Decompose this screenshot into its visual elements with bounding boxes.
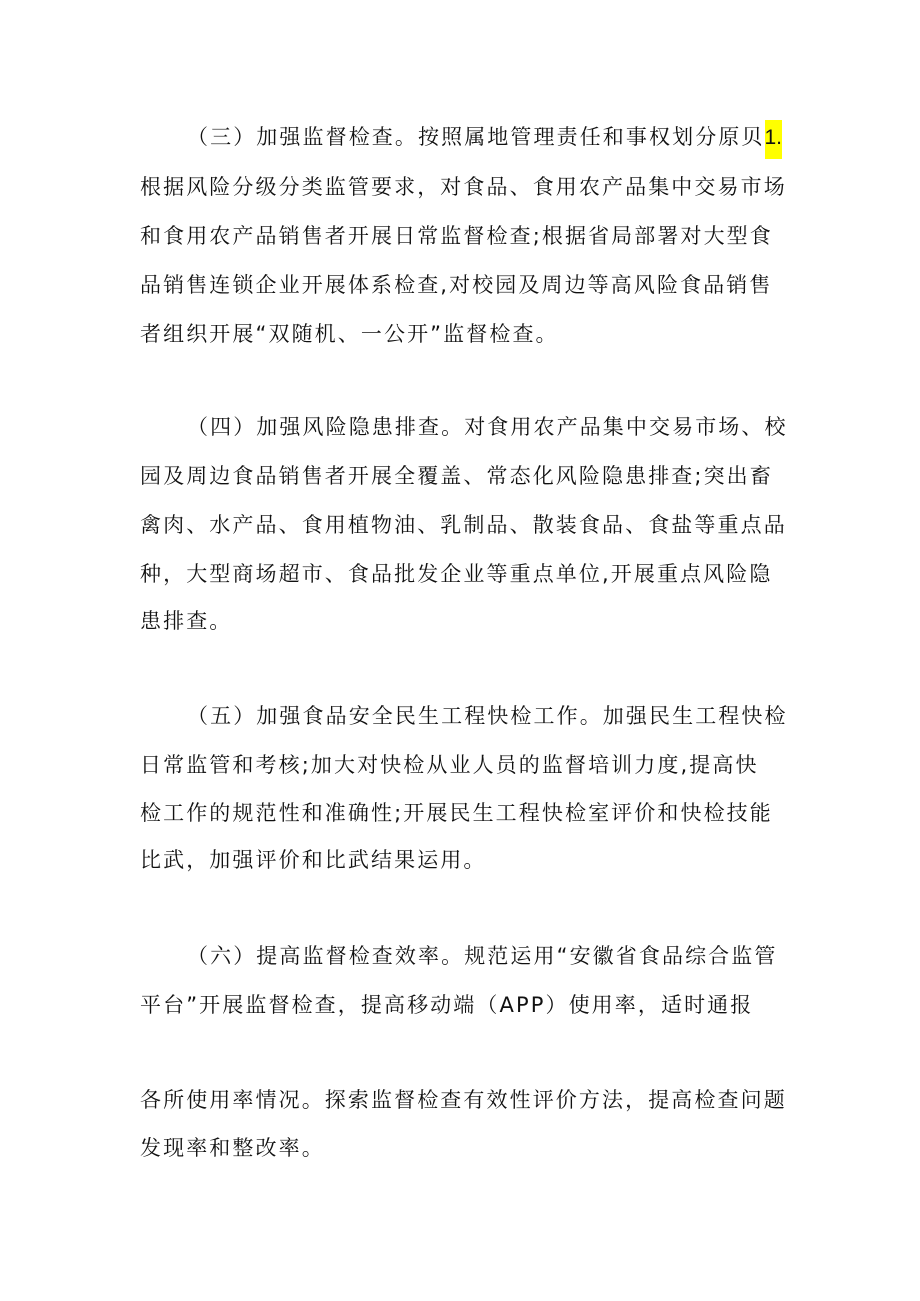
paragraph-4-line-3: 禽肉、水产品、食用植物油、乳制品、散装食品、食盐等重点品 [140, 513, 787, 537]
paragraph-5-line-4: 比武，加强评价和比武结果运用。 [140, 848, 487, 872]
paragraph-4-line-2: 园及周边食品销售者开展全覆盖、常态化风险隐患排查;突出畜 [140, 464, 773, 488]
paragraph-6-line-2: 平台”开展监督检查，提高移动端（APP）使用率，适时通报 [140, 993, 754, 1017]
paragraph-5-line-2: 日常监管和考核;加大对快检从业人员的监督培训力度,提高快 [140, 753, 759, 777]
paragraph-3-line-2: 根据风险分级分类监管要求，对食品、食用农产品集中交易市场 [140, 175, 787, 199]
paragraph-6-line-1: （六）提高监督检查效率。规范运用“安徽省食品综合监管 [187, 944, 778, 968]
paragraph-3-line-4: 品销售连锁企业开展体系检查,对校园及周边等高风险食品销售 [140, 273, 773, 297]
paragraph-3-line-3: 和食用农产品销售者开展日常监督检查;根据省局部署对大型食 [140, 224, 773, 248]
highlighted-list-marker: 1. [765, 120, 783, 159]
paragraph-5-line-3: 检工作的规范性和准确性;开展民生工程快检室评价和快检技能 [140, 801, 773, 825]
paragraph-3-line-5: 者组织开展“双随机、一公开”监督检查。 [140, 322, 559, 346]
paragraph-4-line-5: 患排查。 [140, 609, 233, 633]
paragraph-4-line-1: （四）加强风险隐患排查。对食用农产品集中交易市场、校 [187, 415, 788, 439]
paragraph-6-line-3: 各所使用率情况。探索监督检查有效性评价方法，提高检查问题 [140, 1088, 787, 1112]
paragraph-3-line-1 [187, 120, 800, 154]
paragraph-5-line-1: （五）加强食品安全民生工程快检工作。加强民生工程快检 [187, 704, 788, 728]
paragraph-6-line-4: 发现率和整改率。 [140, 1136, 325, 1160]
paragraph-3-line-1-text: （三）加强监督检查。按照属地管理责任和事权划分原贝 [187, 125, 765, 149]
paragraph-4-line-4: 种，大型商场超市、食品批发企业等重点单位,开展重点风险隐 [140, 562, 773, 586]
